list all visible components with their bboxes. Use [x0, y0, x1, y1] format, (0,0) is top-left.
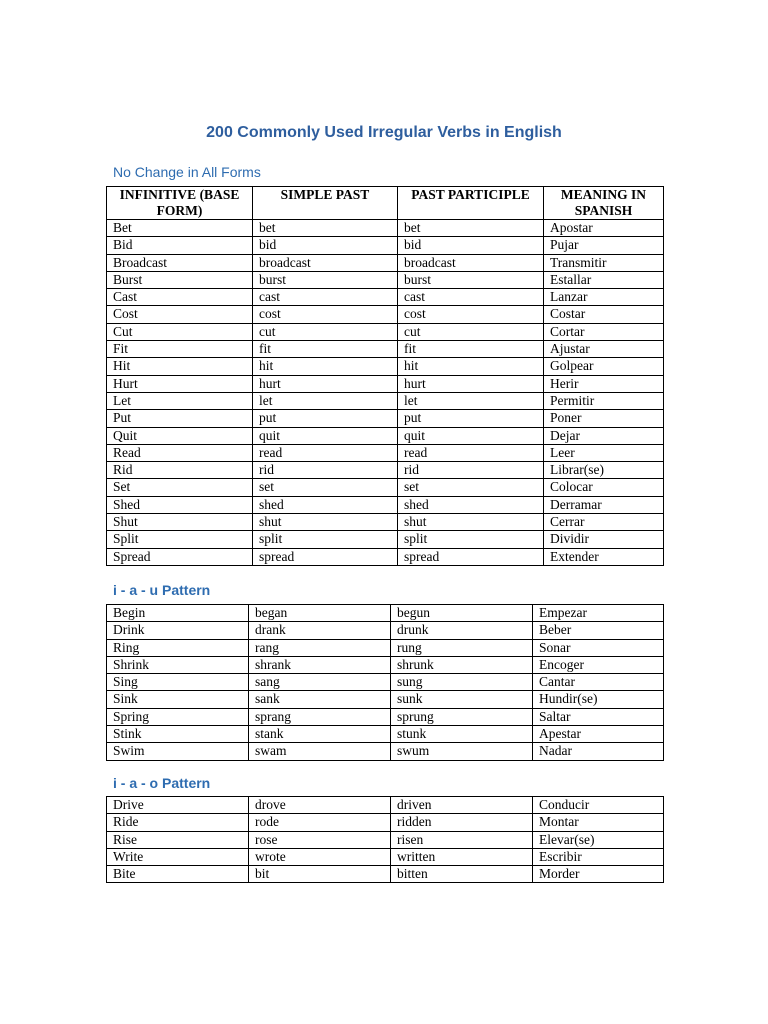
section-heading-i-a-o: i - a - o Pattern: [113, 775, 211, 791]
verb-table-i-a-u: [106, 604, 664, 761]
table-row: [107, 622, 664, 639]
simple-past-cell: drove: [249, 797, 391, 814]
infinitive-cell: Swim: [107, 743, 249, 760]
simple-past-cell: cost: [253, 306, 398, 323]
past-participle-cell: bitten: [391, 866, 533, 883]
infinitive-cell: Bet: [107, 220, 253, 237]
simple-past-cell: rang: [249, 639, 391, 656]
past-participle-cell: broadcast: [398, 254, 544, 271]
simple-past-cell: rose: [249, 831, 391, 848]
column-header-simple-past: SIMPLE PAST: [253, 187, 398, 220]
simple-past-cell: began: [249, 605, 391, 622]
table-row: [107, 866, 664, 883]
table-row: [107, 708, 664, 725]
simple-past-cell: sank: [249, 691, 391, 708]
table-row: [107, 743, 664, 760]
simple-past-cell: shrank: [249, 656, 391, 673]
meaning-cell: Golpear: [544, 358, 664, 375]
infinitive-cell: Cast: [107, 289, 253, 306]
past-participle-cell: read: [398, 444, 544, 461]
meaning-cell: Dividir: [544, 531, 664, 548]
past-participle-cell: cast: [398, 289, 544, 306]
meaning-cell: Pujar: [544, 237, 664, 254]
infinitive-cell: Shut: [107, 514, 253, 531]
past-participle-cell: rung: [391, 639, 533, 656]
table-row: [107, 848, 664, 865]
table-row: [107, 410, 664, 427]
infinitive-cell: Sing: [107, 674, 249, 691]
meaning-cell: Poner: [544, 410, 664, 427]
table-row: [107, 548, 664, 565]
past-participle-cell: bet: [398, 220, 544, 237]
simple-past-cell: bet: [253, 220, 398, 237]
past-participle-cell: set: [398, 479, 544, 496]
infinitive-cell: Shrink: [107, 656, 249, 673]
table-row: [107, 358, 664, 375]
table-row: [107, 289, 664, 306]
table-row: [107, 496, 664, 513]
table-row: [107, 427, 664, 444]
meaning-cell: Dejar: [544, 427, 664, 444]
past-participle-cell: sprung: [391, 708, 533, 725]
past-participle-cell: sung: [391, 674, 533, 691]
table-row: [107, 639, 664, 656]
meaning-cell: Elevar(se): [533, 831, 664, 848]
meaning-cell: Apostar: [544, 220, 664, 237]
past-participle-cell: risen: [391, 831, 533, 848]
simple-past-cell: bit: [249, 866, 391, 883]
column-header-past-participle: PAST PARTICIPLE: [398, 187, 544, 220]
infinitive-cell: Burst: [107, 271, 253, 288]
simple-past-cell: put: [253, 410, 398, 427]
simple-past-cell: hit: [253, 358, 398, 375]
meaning-cell: Colocar: [544, 479, 664, 496]
meaning-cell: Apestar: [533, 726, 664, 743]
column-header-meaning: MEANING IN SPANISH: [544, 187, 664, 220]
infinitive-cell: Put: [107, 410, 253, 427]
infinitive-cell: Hurt: [107, 375, 253, 392]
past-participle-cell: shrunk: [391, 656, 533, 673]
meaning-cell: Nadar: [533, 743, 664, 760]
simple-past-cell: rode: [249, 814, 391, 831]
simple-past-cell: spread: [253, 548, 398, 565]
table-row: [107, 726, 664, 743]
simple-past-cell: fit: [253, 341, 398, 358]
section-heading-i-a-u: i - a - u Pattern: [113, 582, 211, 598]
infinitive-cell: Fit: [107, 341, 253, 358]
past-participle-cell: drunk: [391, 622, 533, 639]
infinitive-cell: Hit: [107, 358, 253, 375]
infinitive-cell: Bite: [107, 866, 249, 883]
table-row: [107, 323, 664, 340]
table-header-row: [107, 187, 664, 220]
simple-past-cell: cast: [253, 289, 398, 306]
simple-past-cell: burst: [253, 271, 398, 288]
verb-table-no-change: [106, 186, 664, 566]
simple-past-cell: shed: [253, 496, 398, 513]
meaning-cell: Cerrar: [544, 514, 664, 531]
meaning-cell: Conducir: [533, 797, 664, 814]
infinitive-cell: Drink: [107, 622, 249, 639]
past-participle-cell: sunk: [391, 691, 533, 708]
past-participle-cell: bid: [398, 237, 544, 254]
table-row: [107, 444, 664, 461]
column-header-infinitive: INFINITIVE (BASE FORM): [107, 187, 253, 220]
meaning-cell: Ajustar: [544, 341, 664, 358]
simple-past-cell: sprang: [249, 708, 391, 725]
past-participle-cell: burst: [398, 271, 544, 288]
infinitive-cell: Bid: [107, 237, 253, 254]
meaning-cell: Costar: [544, 306, 664, 323]
past-participle-cell: cost: [398, 306, 544, 323]
infinitive-cell: Spring: [107, 708, 249, 725]
infinitive-cell: Read: [107, 444, 253, 461]
simple-past-cell: set: [253, 479, 398, 496]
page-title: 200 Commonly Used Irregular Verbs in English: [206, 124, 562, 141]
past-participle-cell: split: [398, 531, 544, 548]
meaning-cell: Escribir: [533, 848, 664, 865]
past-participle-cell: driven: [391, 797, 533, 814]
meaning-cell: Cortar: [544, 323, 664, 340]
table-row: [107, 674, 664, 691]
past-participle-cell: shut: [398, 514, 544, 531]
meaning-cell: Hundir(se): [533, 691, 664, 708]
simple-past-cell: rid: [253, 462, 398, 479]
table-row: [107, 605, 664, 622]
table-row: [107, 814, 664, 831]
infinitive-cell: Shed: [107, 496, 253, 513]
table-row: [107, 831, 664, 848]
meaning-cell: Morder: [533, 866, 664, 883]
past-participle-cell: fit: [398, 341, 544, 358]
simple-past-cell: shut: [253, 514, 398, 531]
table-row: [107, 254, 664, 271]
meaning-cell: Empezar: [533, 605, 664, 622]
meaning-cell: Transmitir: [544, 254, 664, 271]
meaning-cell: Herir: [544, 375, 664, 392]
simple-past-cell: bid: [253, 237, 398, 254]
table-row: [107, 341, 664, 358]
section-heading-no-change: No Change in All Forms: [113, 164, 261, 180]
table-row: [107, 271, 664, 288]
past-participle-cell: cut: [398, 323, 544, 340]
simple-past-cell: split: [253, 531, 398, 548]
infinitive-cell: Split: [107, 531, 253, 548]
simple-past-cell: swam: [249, 743, 391, 760]
infinitive-cell: Broadcast: [107, 254, 253, 271]
table-row: [107, 392, 664, 409]
table-row: [107, 656, 664, 673]
infinitive-cell: Spread: [107, 548, 253, 565]
infinitive-cell: Quit: [107, 427, 253, 444]
meaning-cell: Leer: [544, 444, 664, 461]
simple-past-cell: hurt: [253, 375, 398, 392]
past-participle-cell: spread: [398, 548, 544, 565]
past-participle-cell: written: [391, 848, 533, 865]
past-participle-cell: rid: [398, 462, 544, 479]
infinitive-cell: Let: [107, 392, 253, 409]
meaning-cell: Extender: [544, 548, 664, 565]
table-row: [107, 531, 664, 548]
past-participle-cell: let: [398, 392, 544, 409]
meaning-cell: Derramar: [544, 496, 664, 513]
meaning-cell: Sonar: [533, 639, 664, 656]
simple-past-cell: cut: [253, 323, 398, 340]
past-participle-cell: begun: [391, 605, 533, 622]
past-participle-cell: swum: [391, 743, 533, 760]
infinitive-cell: Write: [107, 848, 249, 865]
meaning-cell: Encoger: [533, 656, 664, 673]
simple-past-cell: sang: [249, 674, 391, 691]
simple-past-cell: quit: [253, 427, 398, 444]
infinitive-cell: Set: [107, 479, 253, 496]
infinitive-cell: Ride: [107, 814, 249, 831]
meaning-cell: Beber: [533, 622, 664, 639]
table-row: [107, 306, 664, 323]
meaning-cell: Saltar: [533, 708, 664, 725]
infinitive-cell: Rise: [107, 831, 249, 848]
simple-past-cell: read: [253, 444, 398, 461]
infinitive-cell: Stink: [107, 726, 249, 743]
infinitive-cell: Begin: [107, 605, 249, 622]
infinitive-cell: Drive: [107, 797, 249, 814]
simple-past-cell: wrote: [249, 848, 391, 865]
past-participle-cell: ridden: [391, 814, 533, 831]
table-row: [107, 691, 664, 708]
table-row: [107, 220, 664, 237]
infinitive-cell: Cost: [107, 306, 253, 323]
table-row: [107, 237, 664, 254]
meaning-cell: Lanzar: [544, 289, 664, 306]
simple-past-cell: broadcast: [253, 254, 398, 271]
meaning-cell: Cantar: [533, 674, 664, 691]
table-row: [107, 375, 664, 392]
infinitive-cell: Rid: [107, 462, 253, 479]
past-participle-cell: hurt: [398, 375, 544, 392]
table-row: [107, 797, 664, 814]
meaning-cell: Permitir: [544, 392, 664, 409]
infinitive-cell: Cut: [107, 323, 253, 340]
verb-table-i-a-o: [106, 796, 664, 883]
table-row: [107, 462, 664, 479]
meaning-cell: Montar: [533, 814, 664, 831]
past-participle-cell: stunk: [391, 726, 533, 743]
infinitive-cell: Ring: [107, 639, 249, 656]
infinitive-cell: Sink: [107, 691, 249, 708]
past-participle-cell: quit: [398, 427, 544, 444]
simple-past-cell: drank: [249, 622, 391, 639]
meaning-cell: Estallar: [544, 271, 664, 288]
past-participle-cell: hit: [398, 358, 544, 375]
table-row: [107, 514, 664, 531]
past-participle-cell: shed: [398, 496, 544, 513]
table-row: [107, 479, 664, 496]
past-participle-cell: put: [398, 410, 544, 427]
simple-past-cell: let: [253, 392, 398, 409]
simple-past-cell: stank: [249, 726, 391, 743]
meaning-cell: Librar(se): [544, 462, 664, 479]
